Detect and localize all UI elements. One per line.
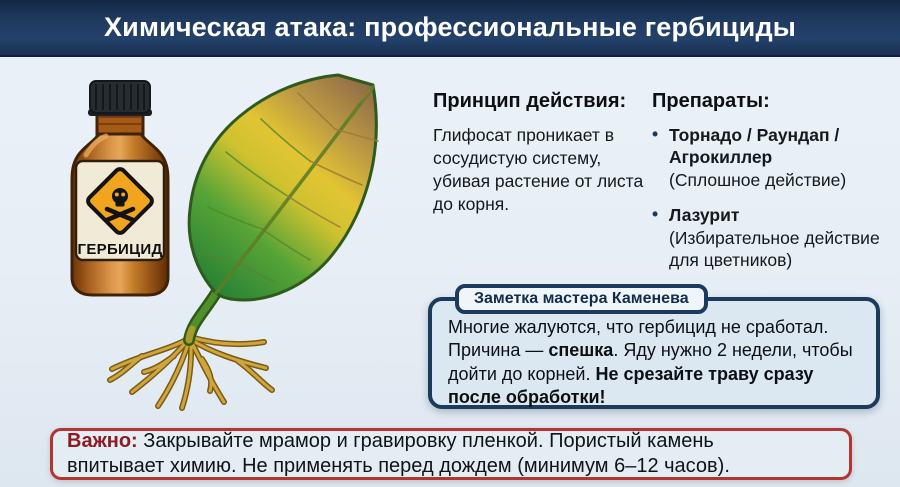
principle-section xyxy=(433,90,648,216)
drug-name: • Торнадо / Раундап / Агрокиллер xyxy=(669,125,840,168)
roots-illustration xyxy=(110,337,272,408)
master-note-box xyxy=(428,290,880,409)
bottle-label-text: ГЕРБИЦИД xyxy=(77,241,163,258)
important-warning-box xyxy=(50,428,852,480)
master-note-body: Многие жалуются, что гербицид не сработал. Причина — спешка. Яду нужно 2 недели, чтобы дойти до корней. Не срезайте траву сразу после обработки! xyxy=(448,317,853,408)
dying-leaf-illustration xyxy=(189,75,378,300)
herbicide-illustration xyxy=(40,57,440,429)
drugs-list xyxy=(652,124,892,271)
important-warning-text: Важно: Закрывайте мрамор и гравировку пленкой. Пористый камень впитывает химию. Не применять перед дождем (минимум 6–12 часов). xyxy=(67,429,730,477)
bottle-cap xyxy=(90,81,150,113)
stem-illustration xyxy=(189,293,216,340)
page-title: Химическая атака: профессиональные гербициды xyxy=(103,12,797,42)
header-bar xyxy=(0,0,900,57)
drug-name: • Лазурит xyxy=(669,205,740,226)
list-item xyxy=(652,204,892,271)
list-item xyxy=(652,124,892,191)
principle-body: Глифосат проникает в сосудистую систему, убивая растение от листа до корня. xyxy=(433,125,644,215)
drugs-section xyxy=(652,90,892,284)
drug-note: (Сплошное действие) xyxy=(669,169,847,190)
principle-heading: Принцип действия: xyxy=(433,90,627,112)
master-note-tab: Заметка мастера Каменева xyxy=(455,284,708,314)
drug-note: (Избирательное действие для цветников) xyxy=(669,227,880,270)
drugs-heading: Препараты: xyxy=(652,90,770,112)
herbicide-bottle-illustration xyxy=(72,81,168,295)
